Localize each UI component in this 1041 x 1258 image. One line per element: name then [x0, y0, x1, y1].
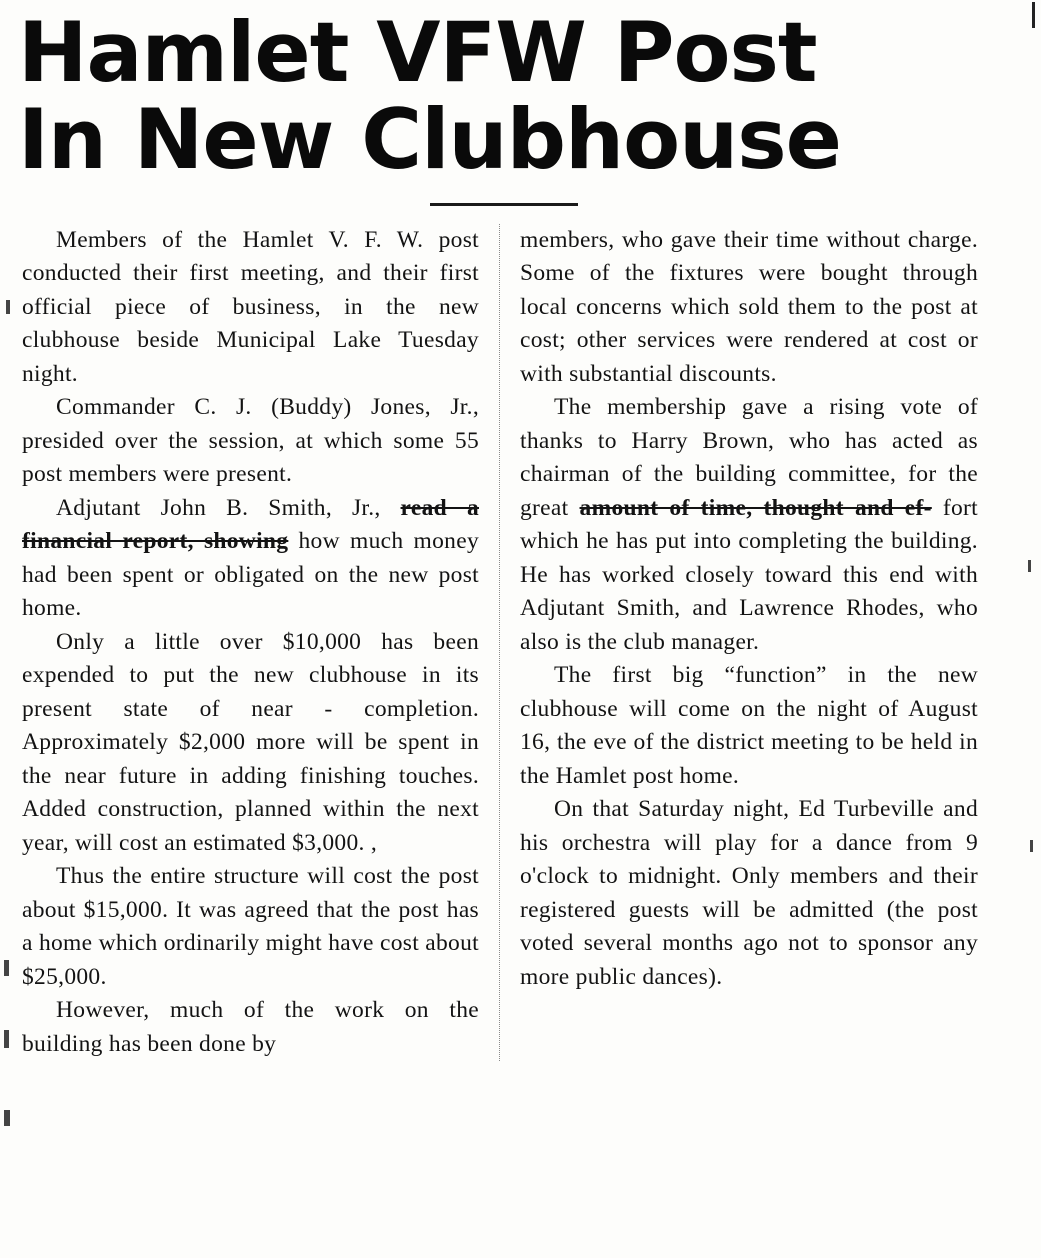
paragraph: Commander C. J. (Buddy) Jones, Jr., presided over the session, at which some 55 post members were present. — [22, 394, 479, 488]
paragraph: The first big “function” in the new clubhouse will come on the night of August 16, the eve of the district meeting to be held in the Hamlet post home. — [520, 662, 978, 789]
paragraph-text-after: fort which he has put into completing the building. He has worked closely toward this end with Adjutant Smith, and Lawrence Rhodes, who also is the club manager. — [520, 494, 978, 655]
column-right — [500, 224, 978, 1062]
scan-speckle — [6, 300, 10, 314]
paragraph-text-after: how much money had been spent or obligated on the new post home. — [22, 528, 479, 622]
paragraph: However, much of the work on the building has been done by — [22, 997, 479, 1057]
scan-speckle — [4, 1030, 9, 1048]
struck-text: read a financial report, showing — [22, 494, 479, 555]
paragraph-with-strikethrough — [520, 391, 978, 659]
paragraph-text: Adjutant John B. Smith, Jr., — [56, 494, 381, 521]
headline — [0, 0, 1041, 189]
headline-line-2: In New Clubhouse — [18, 91, 841, 189]
scan-edge-mark — [1032, 2, 1035, 28]
scan-speckle — [4, 1110, 10, 1126]
column-left — [22, 224, 500, 1062]
struck-text: amount of time, thought and ef- — [579, 494, 932, 521]
headline-line-1: Hamlet VFW Post — [18, 4, 817, 101]
scan-speckle — [1030, 840, 1033, 852]
article-body — [0, 224, 1041, 1062]
paragraph: Members of the Hamlet V. F. W. post conducted their first meeting, and their first official piece of business, in the new clubhouse beside Municipal Lake Tuesday night. — [22, 226, 479, 387]
paragraph: On that Saturday night, Ed Turbeville and his orchestra will play for a dance from 9 o'clock to midnight. Only members and their registered guests will be admitted (the post voted several months ago not to sponsor any more public dances). — [520, 796, 978, 990]
paragraph-text: The membership gave a rising vote of thanks to Harry Brown, who has acted as chairman of the building committee, for the great — [520, 394, 978, 521]
scan-speckle — [4, 960, 9, 976]
paragraph-continued: members, who gave their time without charge. Some of the fixtures were bought through local concerns which sold them to the post at cost; other services were rendered at cost or with substantial discounts. — [520, 226, 978, 387]
paragraph: Only a little over $10,000 has been expended to put the new clubhouse in its present state of near - completion. Approximately $2,000 more will be spent in the near future in adding finishing touches. Added construction, planned within the next year, will cost an estimated $3,000. , — [22, 628, 479, 856]
scan-speckle — [1028, 560, 1031, 572]
headline-divider — [430, 203, 578, 206]
paragraph-with-strikethrough — [22, 492, 479, 626]
paragraph: Thus the entire structure will cost the post about $15,000. It was agreed that the post has a home which ordinarily might have cost about $25,000. — [22, 863, 479, 990]
